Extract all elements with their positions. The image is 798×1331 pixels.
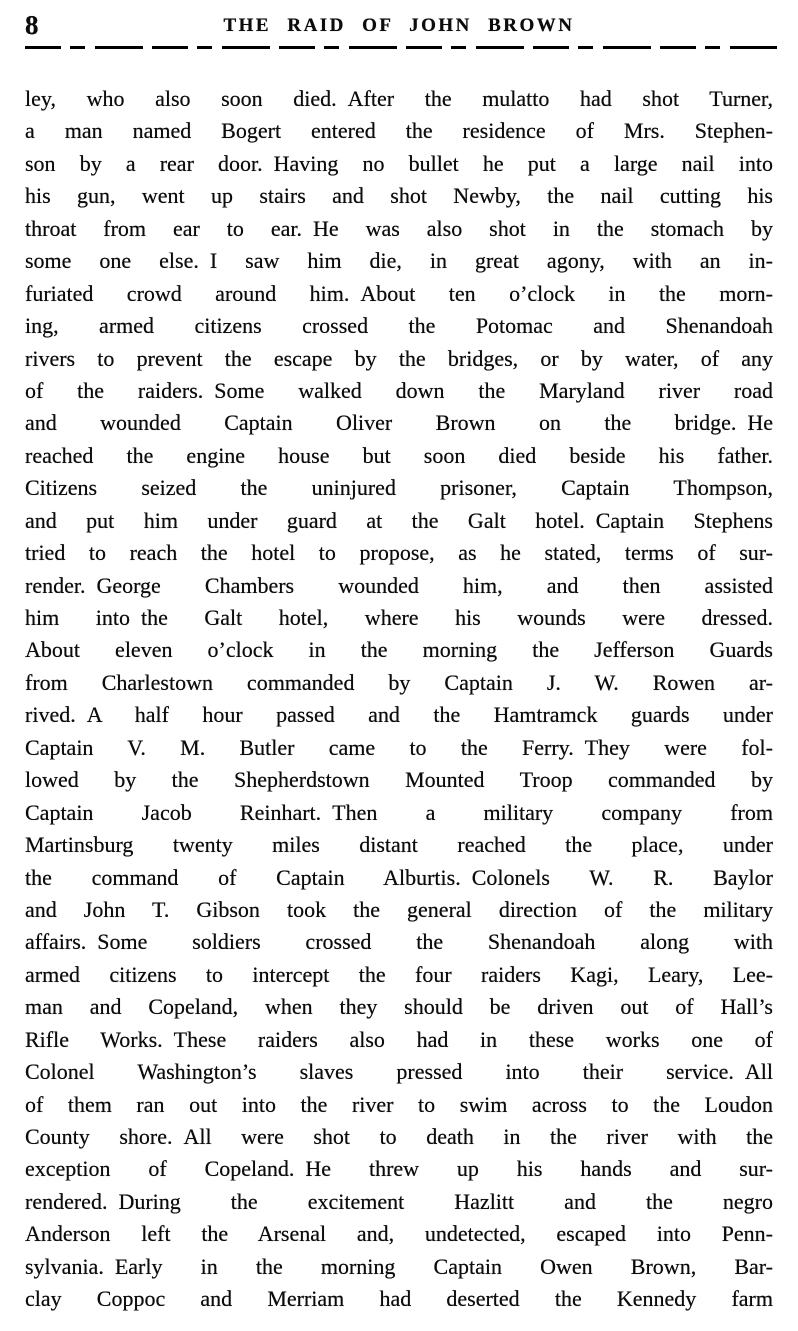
text-line: him into the Galt hotel, where his wounds were dressed. (25, 605, 773, 630)
text-line: clay Coppoc and Merriam had deserted the Kennedy farm (25, 1286, 773, 1312)
text-line: man and Copeland, when they should be driven out of Hall’s (25, 994, 773, 1020)
text-line: rivers to prevent the escape by the bridges, or by water, of any (25, 345, 773, 371)
text-line: and wounded Captain Oliver Brown on the bridge. He (25, 410, 773, 436)
text-line: Captain V. M. Butler came to the Ferry. They were fol- (25, 734, 773, 760)
text-line: lowed by the Shepherdstown Mounted Troop commanded by (25, 767, 773, 793)
text-line: rendered. During the excitement Hazlitt and the negro (25, 1188, 773, 1214)
running-title: THE RAID OF JOHN BROWN (223, 15, 575, 36)
text-line: and put him under guard at the Galt hotel. Captain Stephens (25, 507, 773, 533)
text-line: tried to reach the hotel to propose, as he stated, terms of sur- (25, 540, 773, 566)
header-rule (25, 46, 777, 49)
page-header (25, 8, 773, 44)
text-line: of them ran out into the river to swim across to the Loudon (25, 1091, 773, 1117)
text-line: Citizens seized the uninjured prisoner, Captain Thompson, (25, 475, 773, 501)
text-line: his gun, went up stairs and shot Newby, the nail cutting his (25, 183, 773, 209)
text-line: Rifle Works. These raiders also had in these works one of (25, 1026, 773, 1052)
text-line: affairs. Some soldiers crossed the Shenandoah along with (25, 929, 773, 955)
text-line: County shore. All were shot to death in the river with the (25, 1124, 773, 1149)
text-line: from Charlestown commanded by Captain J. W. Rowen ar- (25, 669, 773, 695)
text-line: some one else. I saw him die, in great agony, with an in- (25, 248, 773, 274)
text-line: Anderson left the Arsenal and, undetected, escaped into Penn- (25, 1221, 773, 1247)
text-line: throat from ear to ear. He was also shot in the stomach by (25, 215, 773, 241)
body-text (25, 83, 773, 1316)
text-line: a man named Bogert entered the residence of Mrs. Stephen- (25, 118, 773, 144)
text-line: the command of Captain Alburtis. Colonels W. R. Baylor (25, 864, 773, 890)
text-line: exception of Copeland. He threw up his hands and sur- (25, 1156, 773, 1182)
text-line: rived. A half hour passed and the Hamtramck guards under (25, 702, 773, 728)
text-line: reached the engine house but soon died beside his father. (25, 442, 773, 468)
text-line: ing, armed citizens crossed the Potomac and Shenandoah (25, 313, 773, 339)
text-line: Captain Jacob Reinhart. Then a military company from (25, 799, 773, 825)
text-line: armed citizens to intercept the four raiders Kagi, Leary, Lee- (25, 961, 773, 987)
text-line: furiated crowd around him. About ten o’clock in the morn- (25, 280, 773, 306)
text-line: and John T. Gibson took the general direction of the military (25, 896, 773, 922)
text-line: Colonel Washington’s slaves pressed into their service. All (25, 1059, 773, 1085)
text-line: of the raiders. Some walked down the Maryland river road (25, 377, 773, 403)
text-line: son by a rear door. Having no bullet he put a large nail into (25, 150, 773, 176)
page-number: 8 (25, 10, 40, 40)
text-line: sylvania. Early in the morning Captain Owen Brown, Bar- (25, 1253, 773, 1279)
text-line: ley, who also soon died. After the mulatto had shot Turner, (25, 86, 773, 111)
text-line: render. George Chambers wounded him, and then assisted (25, 572, 773, 598)
text-line: About eleven o’clock in the morning the Jefferson Guards (25, 637, 773, 663)
text-line: Martinsburg twenty miles distant reached the place, under (25, 832, 773, 858)
